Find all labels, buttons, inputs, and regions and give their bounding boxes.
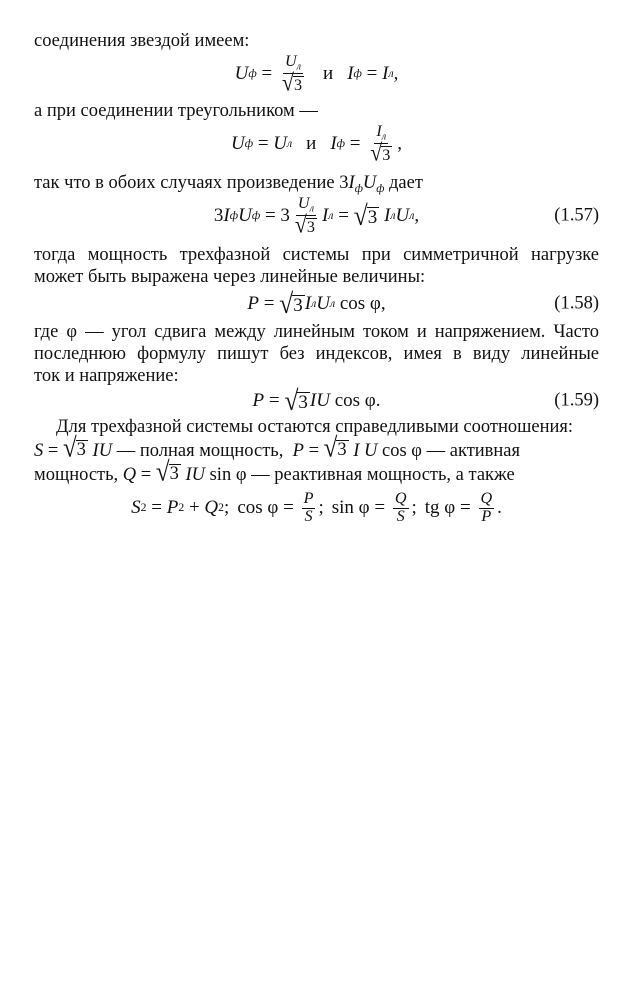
fraction: $\frac{Q}{P}$ [480,489,493,525]
equation-number: (1.57) [554,205,599,226]
text-line: а при соединении треугольником — [34,101,318,121]
formula-delta-connection: U ф = U л и I ф = $\frac{I_л}{√3}$ , [230,122,403,166]
fraction: $\frac{Q}{S}$ [394,489,407,525]
text-line: последнюю формулу пишут без индексов, имея в виду линейные [34,344,599,364]
equation-number: (1.58) [554,293,599,314]
text-line: соединения звездой имеем: [34,31,250,51]
fraction: $\frac{P}{S}$ [303,489,314,525]
text-line: так что в обоих случаях произведение $3I_фU_ф$ дает [34,173,423,195]
text-line: где φ — угол сдвига между линейным током и напряжением. Часто [34,322,599,342]
formula-1-59: P = √ 3 IU cos φ. (1.59) [252,384,599,417]
text-line: может быть выражена через линейные величины: [34,267,426,287]
formula-1-58: P = √ 3 I л U л cos φ, (1.58) [247,287,599,320]
fraction: $\frac{U_л}{√3}$ [294,194,315,238]
text-line: мощность, Q = √ 3 IU sin φ — реактивная мощность, а также [34,457,515,488]
fraction: $\frac{U_л}{√3}$ [281,52,303,96]
text-line: тогда мощность трехфазной системы при симметричной нагрузке [34,245,599,265]
formula-power-relations: S 2 = P 2 + Q 2 ; cos φ = $\frac{P}{S}$ ; sin φ = $\frac{Q}{S}$ ; tg φ = $\frac{Q}{P}$ . [131,489,502,525]
formula-star-connection: U ф = $\frac{U_л}{√3}$ и I ф = I л , [234,52,399,96]
text-line: Для трехфазной системы остаются справедливыми соотношения: [56,417,574,437]
text-line: S = √ 3 IU — полная мощность, P = √ 3 I U cos φ — активная [34,433,521,464]
formula-1-57: 3 I ф U ф = 3 $\frac{U_л}{√3}$ I л = √ 3 I л U л , (1.57) [213,194,599,238]
equation-number: (1.59) [554,390,599,411]
fraction: $\frac{I_л}{√3}$ [370,122,391,166]
text-line: ток и напряжение: [34,366,179,386]
